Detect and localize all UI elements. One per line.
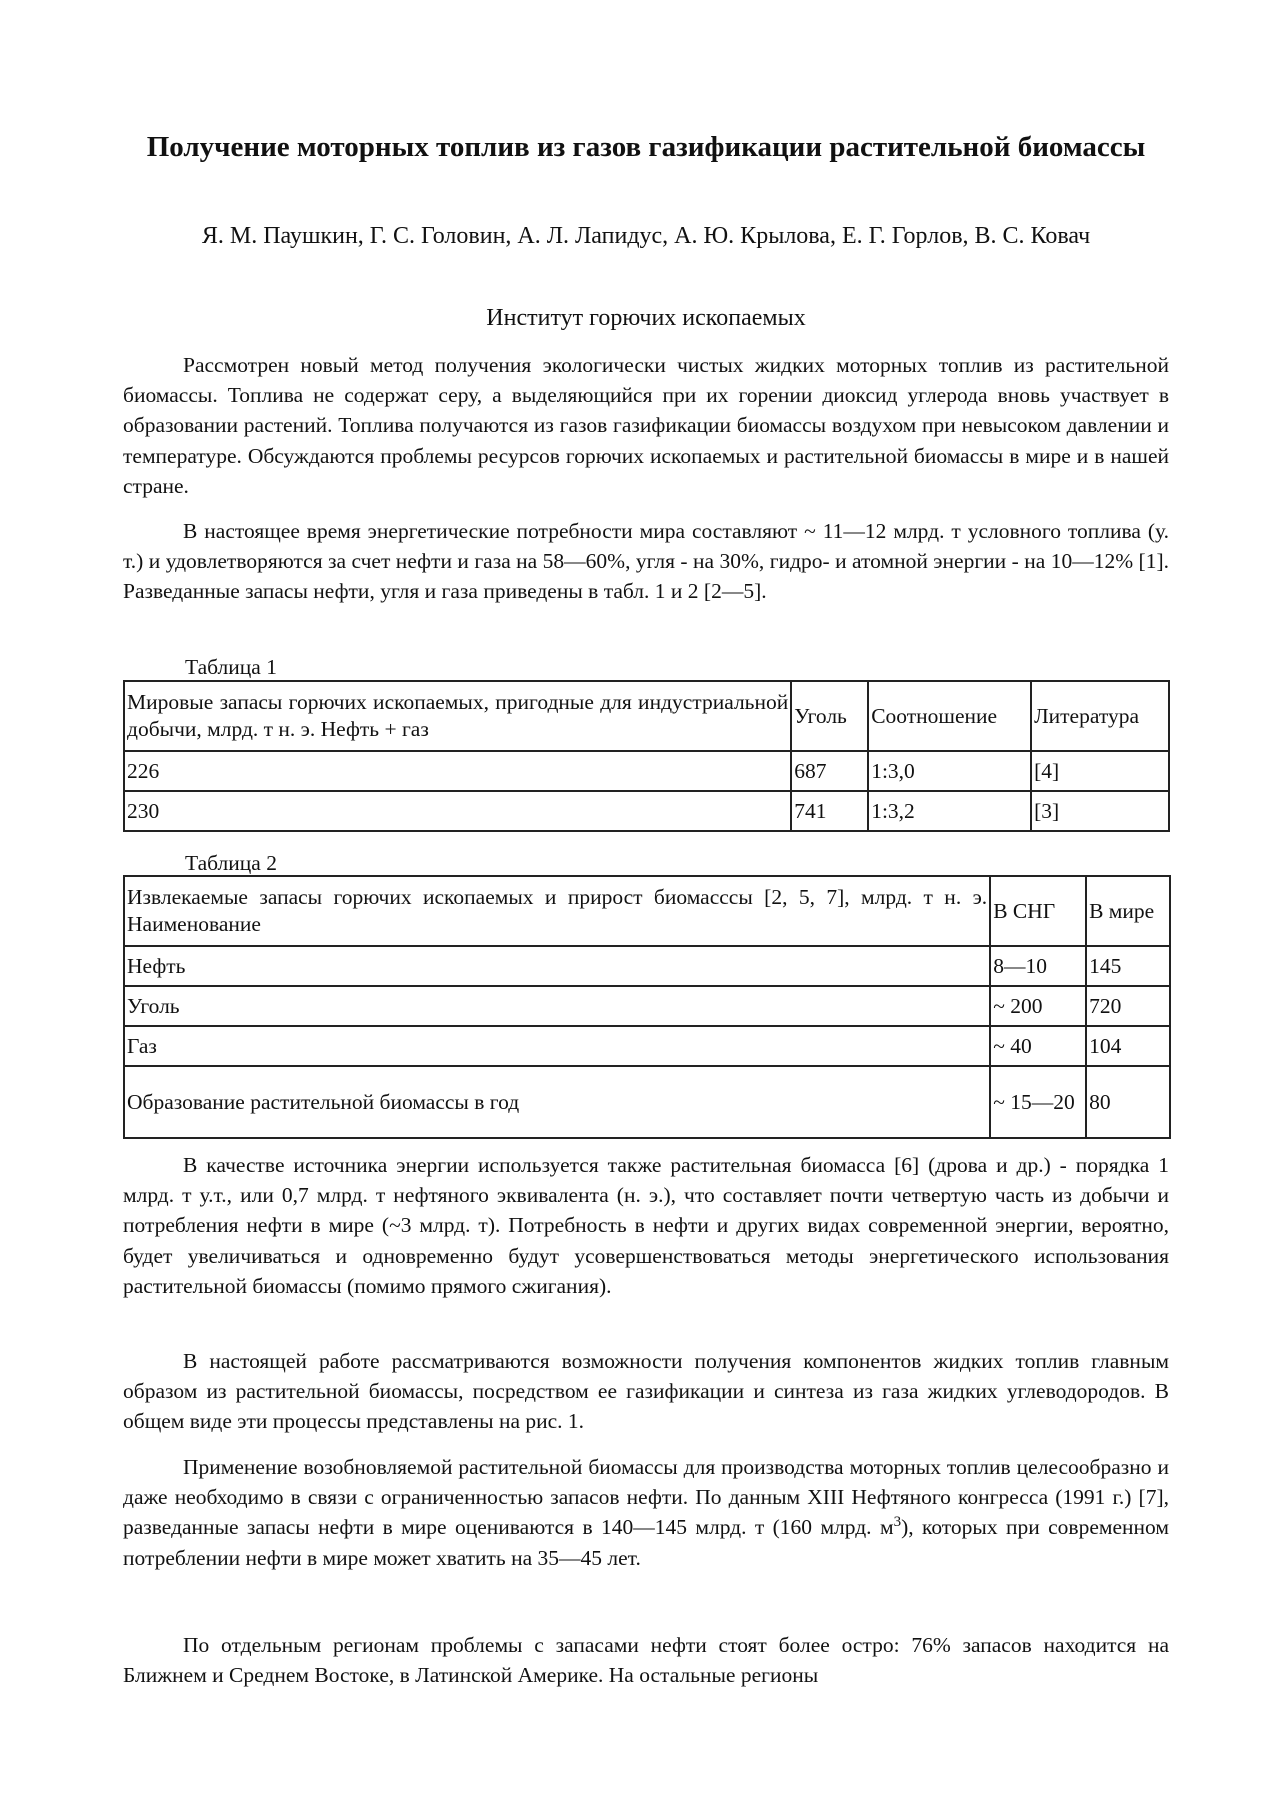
table-row bbox=[124, 986, 1170, 1026]
table-cell: Нефть bbox=[124, 946, 990, 986]
paragraph: По отдельным регионам проблемы с запасами нефти стоят более остро: 76% запасов находится на Ближнем и Среднем Востоке, в Латинской Америке. На остальные регионы bbox=[123, 1633, 1169, 1688]
paragraph-text: Применение возобновляемой растительной биомассы для производства моторных топлив целесообразно и даже необходимо в связи с ограниченностью запасов нефти. По данным XIII Нефтяного конгресса (1991 г.) [7], разведанные запасы нефти в мире оцениваются в 140—145 млрд. т (160 млрд. м bbox=[123, 1455, 1169, 1540]
table-cell: 80 bbox=[1086, 1066, 1170, 1138]
table-row bbox=[124, 1066, 1170, 1138]
paragraph: В настоящей работе рассматриваются возможности получения компонентов жидких топлив главным образом из растительной биомассы, посредством ее газификации и синтеза из газа жидких углеводородов. В общем виде эти процессы представлены на рис. 1. bbox=[123, 1349, 1169, 1434]
table2-header-row bbox=[124, 876, 1170, 946]
table-cell: ~ 40 bbox=[990, 1026, 1086, 1066]
page-title: Получение моторных топлив из газов газификации растительной биомассы bbox=[146, 131, 1146, 163]
table-cell: ~ 15—20 bbox=[990, 1066, 1086, 1138]
paragraph: В настоящее время энергетические потребности мира составляют ~ 11—12 млрд. т условного топлива (у. т.) и удовлетворяются за счет нефти и газа на 58—60%, угля - на 30%, гидро- и атомной энергии - на 10—12% [1]. Разведанные запасы нефти, угля и газа приведены в табл. 1 и 2 [2—5]. bbox=[123, 519, 1169, 604]
table-cell: 687 bbox=[791, 751, 868, 791]
table-row bbox=[124, 1026, 1170, 1066]
table2-header-cell: В СНГ bbox=[990, 876, 1086, 946]
table-row bbox=[124, 791, 1169, 831]
table-cell: 145 bbox=[1086, 946, 1170, 986]
table-cell: 230 bbox=[124, 791, 791, 831]
table-cell: Уголь bbox=[124, 986, 990, 1026]
table1-header-cell: Уголь bbox=[791, 681, 868, 751]
table-cell: [3] bbox=[1031, 791, 1169, 831]
paragraph: В качестве источника энергии используется также растительная биомасса [6] (дрова и др.) - порядка 1 млрд. т у.т., или 0,7 млрд. т нефтяного эквивалента (н. э.), что составляет почти четвертую часть из добычи и потребления нефти в мире (~3 млрд. т). Потребность в нефти и других видах современной энергии, вероятно, будет увеличиваться и одновременно будут усовершенствоваться методы энергетического использования растительной биомассы (помимо прямого сжигания). bbox=[123, 1153, 1169, 1298]
authors: Я. М. Паушкин, Г. С. Головин, А. Л. Лапидус, А. Ю. Крылова, Е. Г. Горлов, В. С. Ковач bbox=[201, 223, 1091, 249]
table-cell: 1:3,2 bbox=[868, 791, 1031, 831]
table-cell: 1:3,0 bbox=[868, 751, 1031, 791]
table2-caption: Таблица 2 bbox=[185, 851, 277, 875]
paragraph-text: ), которых при современном потреблении нефти в мире может хватить на 35—45 лет. bbox=[123, 1515, 1169, 1570]
abstract-paragraph: Рассмотрен новый метод получения экологически чистых жидких моторных топлив из растительной биомассы. Топлива не содержат серу, а выделяющийся при их горении диоксид углерода вновь участвует в образовании растений. Топлива получаются из газов газификации биомассы воздухом при невысоком давлении и температуре. Обсуждаются проблемы ресурсов горючих ископаемых и растительной биомассы в мире и в нашей стране. bbox=[123, 353, 1169, 498]
table1-header-cell: Соотношение bbox=[868, 681, 1031, 751]
table2-header-cell: В мире bbox=[1086, 876, 1170, 946]
table1-header-cell: Мировые запасы горючих ископаемых, пригодные для индустриальной добычи, млрд. т н. э. Нефть + газ bbox=[124, 681, 791, 751]
table-cell: Газ bbox=[124, 1026, 990, 1066]
paragraph bbox=[123, 1452, 1169, 1573]
table-cell: ~ 200 bbox=[990, 986, 1086, 1026]
table1-header-cell: Литература bbox=[1031, 681, 1169, 751]
table-cell: 104 bbox=[1086, 1026, 1170, 1066]
table-cell: [4] bbox=[1031, 751, 1169, 791]
table1-caption: Таблица 1 bbox=[185, 655, 277, 679]
table2 bbox=[123, 875, 1171, 1139]
table-cell: 741 bbox=[791, 791, 868, 831]
table-row bbox=[124, 751, 1169, 791]
table-cell: 720 bbox=[1086, 986, 1170, 1026]
table-cell: Образование растительной биомассы в год bbox=[124, 1066, 990, 1138]
table-cell: 8—10 bbox=[990, 946, 1086, 986]
table2-header-cell: Извлекаемые запасы горючих ископаемых и прирост биомасссы [2, 5, 7], млрд. т н. э. Наименование bbox=[124, 876, 990, 946]
superscript: 3 bbox=[893, 1514, 902, 1531]
table-cell: 226 bbox=[124, 751, 791, 791]
table1-header-row bbox=[124, 681, 1169, 751]
table1 bbox=[123, 680, 1170, 832]
institute: Институт горючих ископаемых bbox=[486, 305, 806, 331]
table-row bbox=[124, 946, 1170, 986]
